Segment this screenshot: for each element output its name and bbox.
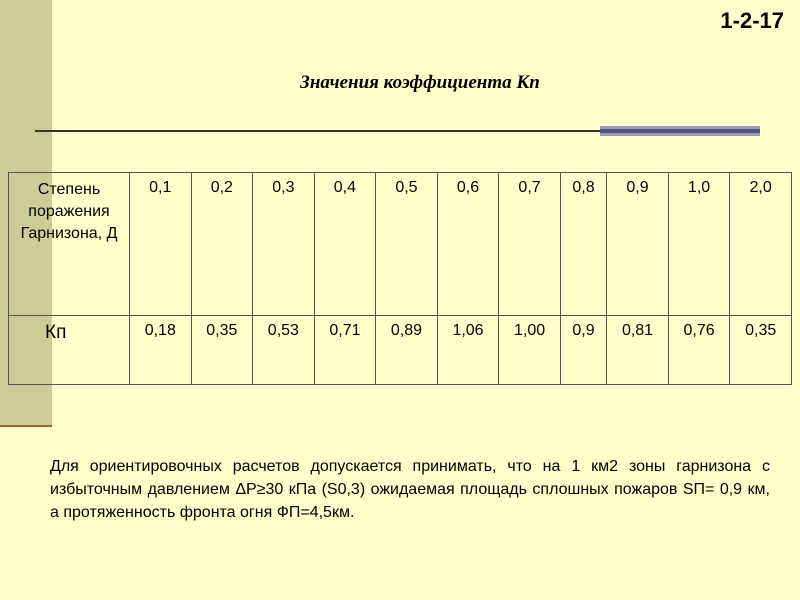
explanatory-note: Для ориентировочных расчетов допускается принимать, что на 1 км2 зоны гарнизона с избыточным давлением ΔР≥30 кПа (S0,3) ожидаемая площадь сплошных пожаров SП= 0,9 км, а протяженность фронта огня ФП=4,5км.: [50, 458, 770, 521]
title-divider-accent-inner: [600, 129, 760, 133]
d-value-cell: 0,4: [314, 173, 376, 316]
coefficient-table: [8, 172, 792, 385]
d-value-cell: 1,0: [668, 173, 730, 316]
d-value-cell: 0,9: [607, 173, 669, 316]
d-value-cell: 2,0: [730, 173, 792, 316]
d-value-cell: 0,5: [376, 173, 438, 316]
kp-value-cell: 0,53: [253, 316, 315, 385]
d-value-cell: 0,7: [499, 173, 561, 316]
row-label-damage-degree: Степень поражения Гарнизона, Д: [9, 173, 130, 316]
d-value-cell: 0,3: [253, 173, 315, 316]
kp-value-cell: 0,35: [730, 316, 792, 385]
d-value-cell: 0,2: [191, 173, 253, 316]
d-value-cell: 0,8: [560, 173, 606, 316]
kp-value-cell: 0,35: [191, 316, 253, 385]
kp-value-cell: 0,81: [607, 316, 669, 385]
kp-value-cell: 0,18: [130, 316, 192, 385]
row-label-kp: Кп: [9, 316, 130, 385]
kp-value-cell: 0,76: [668, 316, 730, 385]
decorative-side-band-edge: [0, 425, 52, 427]
d-value-cell: 0,6: [437, 173, 499, 316]
slide-number: 1-2-17: [720, 8, 784, 33]
table-row-damage-degree: [9, 173, 792, 316]
slide-title: Значения коэффициента Кп: [300, 72, 540, 93]
kp-value-cell: 1,00: [499, 316, 561, 385]
table-row-kp: [9, 316, 792, 385]
kp-value-cell: 0,9: [560, 316, 606, 385]
kp-value-cell: 1,06: [437, 316, 499, 385]
d-value-cell: 0,1: [130, 173, 192, 316]
title-divider-line: [35, 130, 600, 132]
kp-value-cell: 0,71: [314, 316, 376, 385]
kp-value-cell: 0,89: [376, 316, 438, 385]
